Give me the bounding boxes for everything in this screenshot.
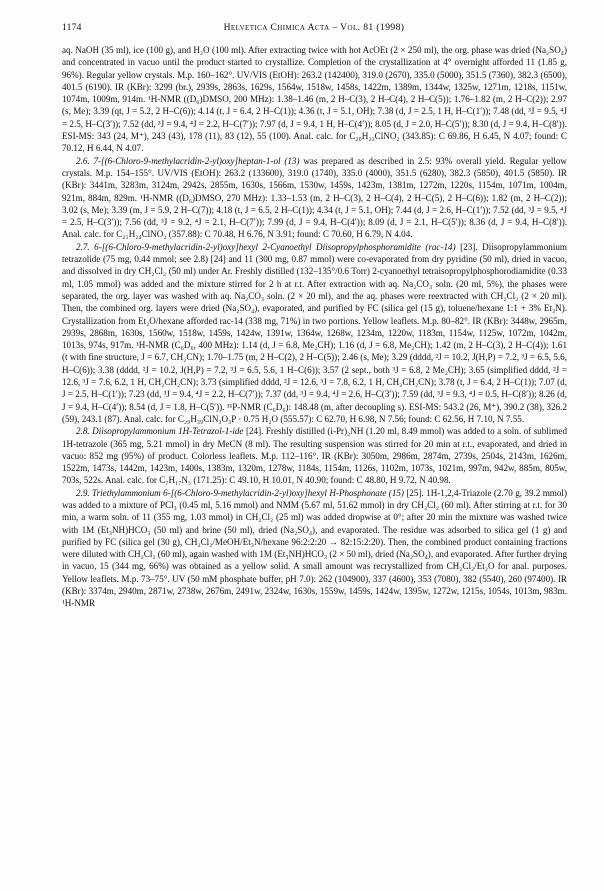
page-number: 1174 — [62, 22, 82, 33]
paragraph-section-2-6 — [62, 155, 567, 241]
paragraph-section-2-7 — [62, 241, 567, 425]
paragraph-text: aq. NaOH (35 ml), ice (100 g), and H₂O (100 ml). After extracting twice with hot AcOEt (2 × 250 ml), the org. phase was dried (Na₂SO₄) and concentrated in vacuo until the product started to crystallize. Completion of the crystallization at 4° overnight afforded 11 (1.85 g, 96%). Regular yellow crystals. M.p. 160–162°. UV/VIS (EtOH): 263.2 (142400), 319.0 (2670), 335.0 (5000), 351.5 (7360), 382.3 (6500), 401.5 (6190). IR (KBr): 3299 (br.), 2939s, 2863s, 1629s, 1564w, 1518w, 1458s, 1422m, 1389m, 1344w, 1325w, 1271m, 1218s, 1151w, 1074m, 1009m, 914m. ¹H-NMR ((D₆)DMSO, 200 MHz): 1.38–1.46 (m, 2 H–C(3), 2 H–C(4), 2 H–C(5)); 1.76–1.82 (m, 2 H–C(2)); 2.97 (s, Me); 3.39 (qt, J = 5.2, 2 H–C(6)); 4.14 (t, J = 6.4, 2 H–C(1)); 4.36 (t, J = 5.1, OH); 7.38 (d, J = 2.5, 1 H, H–C(1′)); 7.48 (dd, ³J = 9.5, ⁴J = 2.5, H–C(3′)); 7.52 (dd, ³J = 9.4, ⁴J = 2.2, H–C(7′)); 7.97 (d, J = 9.4, 1 H, H–C(4′)); 8.05 (d, J = 2.0, H–C(5′)); 8.30 (d, J = 9.4, H–C(8′)). ESI-MS: 343 (24, M⁺), 243 (43), 178 (11), 83 (12), 55 (100). Anal. calc. for C₂₀H₂₂ClNO₂ (343.85): C 69.86, H 6.45, N 4.07; found: C 70.12, H 6.44, N 4.07. — [62, 45, 567, 154]
paragraph-section-2-8 — [62, 425, 567, 486]
section-heading: 2.9. Triethylammonium 6-[(6-Chloro-9-methylacridin-2-yl)oxy]hexyl H-Phosphonate (15) — [76, 487, 404, 498]
paragraph-text: [23]. Diisopropylammonium tetrazolide (75 mg, 0.44 mmol; see 2.8) [24] and 11 (300 mg, 0.87 mmol) were co-evaporated from dry pyridine (50 ml), dried in vacuo, and dissolved in dry CH₂Cl₂ (50 ml) under Ar. Freshly distilled (132–135°/0.6 Torr) 2-cyanoethyl tetraisopropylphosphorodiamidite (0.33 ml, 1.05 mmol) was added and the mixture stirred for 2 h at r.t. After extraction with aq. Na₂CO₃ soln. (20 ml, 5%), the phases were separated, the org. layer was washed with aq. Na₂CO₃ soln. (2 × 20 ml), and the aq. phases were reextracted with CH₂Cl₂ (2 × 20 ml). Then, the combined org. layers were dried (Na₂SO₄), evaporated, and purified by FC (silica gel (15 g), toluene/hexane 1:1 + 3% Et₃N). Crystallization from Et₂O/hexane afforded rac-14 (338 mg, 71%) in two portions. Yellow leaflets. M.p. 80–82°. IR (KBr): 3448w, 2965m, 2939s, 2868m, 1630s, 1560w, 1518w, 1459s, 1424w, 1391w, 1364w, 1268w, 1234m, 1220w, 1183m, 1154w, 1125w, 1072m, 1042m, 1013s, 974s, 917m. ¹H-NMR (C₆D₆, 400 MHz): 1.14 (d, J = 6.8, Me₂CH); 1.16 (d, J = 6.8, Me₂CH); 1.42 (m, 2 H–C(3), 2 H–C(4)); 1.61 (t with fine structure, J = 6.7, CH₂CN); 1.70–1.75 (m, 2 H–C(2), 2 H–C(5)); 2.46 (s, Me); 3.29 (dddd, ²J = 10.2, J(H,P) = 7.2, ³J = 6.5, 5.6, H–C(6)); 3.38 (dddd, ²J = 10.2, J(H,P) = 7.2, ³J = 6.5, 5.6, 1 H–C(6)); 3.57 (2 sept., both ³J = 6.8, 2 Me₂CH); 3.65 (simplified dddd, ²J = 12.6, ³J = 7.6, 6.2, 1 H, CH₂CH₂CN); 3.73 (simplified dddd, ²J = 12.6, ³J = 7.8, 6.2, 1 H, CH₂CH₂CN); 3.78 (t, J = 6.4, 2 H–C(1)); 7.07 (d, J = 2.5, H–C(1′)); 7.23 (dd, ³J = 9.4, ⁴J = 2.2, H–C(7′)); 7.37 (dd, ³J = 9.4, ⁴J = 2.6, H–C(3′)); 7.59 (dd, ³J = 9.3, ⁴J = 0.5, H–C(8′)); 8.26 (d, J = 9.4, H–C(4′)); 8.54 (d, J = 1.8, H–C(5′)). ³¹P-NMR (C₆D₆): 148.48 (m, after decoupling s). ESI-MS: 543.2 (26, M⁺), 390.2 (38), 326.2 (59), 243.1 (87). Anal. calc. for C₂₉H₃₉ClN₃O₃P · 0.75 H₂O (555.57): C 62.70, H 6.98, N 7.56; found: C 62.56, H 7.10, N 7.55. — [62, 241, 567, 424]
running-header — [62, 22, 566, 38]
article-body — [62, 44, 567, 610]
section-heading: 2.6. 7-[(6-Chloro-9-methylacridin-2-yl)oxy]heptan-1-ol (13) — [76, 155, 300, 166]
section-heading: 2.7. 6-[(6-Chloro-9-methylacridin-2-yl)oxy]hexyl 2-Cyanoethyl Diisopropylphosphoramidite (rac-14) — [76, 241, 456, 252]
paragraph-11-characterization — [62, 44, 567, 155]
section-heading: 2.8. Diisopropylammonium 1H-Tetrazol-1-ide — [76, 426, 244, 437]
paragraph-text: [24]. Freshly distilled (i-Pr)₂NH (1.20 ml, 8.49 mmol) was added to a soln. of sublimed 1H-tetrazole (365 mg, 5.21 mmol) in dry MeCN (8 ml). The resulting suspension was stirred for 20 min at r.t., evaporated, and dried in vacuo: 852 mg (95%) of product. Colorless leaflets. M.p. 112–116°. IR (KBr): 3050m, 2986m, 2874m, 2739s, 2504s, 2143m, 1626m, 1522m, 1473s, 1442m, 1423m, 1400s, 1383m, 1320m, 1278w, 1184s, 1154m, 1126s, 1102m, 1073s, 1021m, 997m, 942w, 885m, 805w, 703s, 522s. Anal. calc. for C₇H₁₇N₅ (171.25): C 49.10, H 10.01, N 40.90; found: C 48.80, H 9.72, N 40.98. — [62, 426, 567, 486]
journal-title: Helvetica Chimica Acta – Vol. 81 (1998) — [223, 22, 405, 33]
paragraph-section-2-9 — [62, 487, 567, 610]
paragraph-text: was prepared as described in 2.5: 93% overall yield. Regular yellow crystals. M.p. 154–155°. UV/VIS (EtOH): 263.2 (133600), 319.0 (1740), 335.0 (4000), 351.5 (6280), 382.3 (5850), 401.5 (5850). IR (KBr): 3441m, 3283m, 3124m, 2942s, 2855m, 1630s, 1566m, 1530w, 1459s, 1423m, 1381m, 1272m, 1220s, 1154m, 1071m, 1004m, 921m, 884m, 829m. ¹H-NMR ((D₆)DMSO, 270 MHz): 1.33–1.53 (m, 2 H–C(3), 2 H–C(4), 2 H–C(5), 2 H–C(6)); 1.82 (m, 2 H–C(2)); 3.02 (s, Me); 3.39 (m, J = 5.9, 2 H–C(7)); 4.18 (t, J = 6.5, 2 H–C(1)); 4.34 (t, J = 5.1, OH); 7.44 (d, J = 2.6, H–C(1′)); 7.52 (dd, ³J = 9.5, ⁴J = 2.5, H–C(3′)); 7.56 (dd, ³J = 9.2, ⁴J = 2.1, H–C(7′)); 7.99 (d, J = 9.4, H–C(4′)); 8.09 (d, J = 2.1, H–C(5′)); 8.36 (d, J = 9.4, H–C(8′)). Anal. calc. for C₂₁H₂₄ClNO₂ (357.88): C 70.48, H 6.76, N 3.91; found: C 70.60, H 6.79, N 4.04. — [62, 155, 567, 240]
paragraph-text: [25]. 1H-1,2,4-Triazole (2.70 g, 39.2 mmol) was added to a mixture of PCl₃ (0.45 ml, 5.16 mmol) and NMM (5.67 ml, 51.62 mmol) in dry CH₂Cl₂ (60 ml). After stirring at r.t. for 30 min, a warm soln. of 11 (355 mg, 1.03 mmol) in CH₂Cl₂ (25 ml) was added dropwise at 0°; after 20 min the mixture was washed twice with 1M (Et₃NH)HCO₃ (50 ml) and brine (50 ml), dried (Na₂SO₄), and evaporated. The residue was adsorbed to silica gel (1 g) and purified by FC (silica gel (30 g), CH₂Cl₂/MeOH/Et₃N/hexane 96:2:2:20 → 82:15:2:20). Then, the combined product containing fractions were diluted with CH₂Cl₂ (60 ml), again washed with 1M (Et₃NH)HCO₃ (2 × 50 ml), dried (Na₂SO₄), and evaporated. After further drying in vacuo, 15 (344 mg, 66%) was obtained as a yellow solid. A small amount was recrystallized from CH₂Cl₂/Et₂O for anal. purposes. Yellow leaflets. M.p. 73–75°. UV (50 mM phosphate buffer, pH 7.0): 262 (104900), 337 (4600), 353 (7080), 382 (5540), 260 (97400). IR (KBr): 3374m, 2940m, 2871w, 2738w, 2676m, 2491w, 2324w, 1630s, 1559w, 1459s, 1424w, 1395w, 1272w, 1215s, 1054s, 1013m, 983m. ¹H-NMR — [62, 487, 567, 609]
